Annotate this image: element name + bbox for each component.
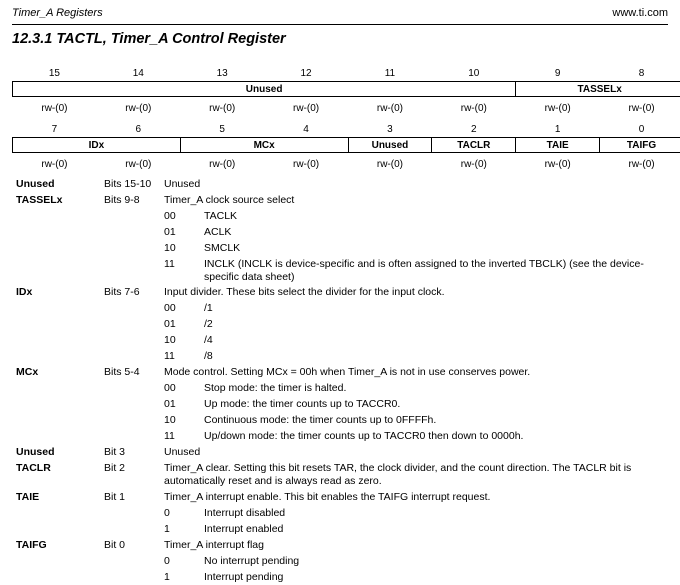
- field-option: [16, 428, 666, 444]
- field-option: [16, 380, 666, 396]
- access-type: rw-(0): [41, 158, 68, 170]
- section-title: 12.3.1 TACTL, Timer_A Control Register: [12, 31, 286, 47]
- option-text: /8: [204, 350, 213, 362]
- option-text: Interrupt disabled: [204, 507, 286, 519]
- register-field: Unused: [348, 138, 432, 153]
- access-type: rw-(0): [41, 102, 68, 114]
- field-name-row: [13, 138, 680, 153]
- field-name-row: [13, 82, 680, 97]
- option-text: Stop mode: the timer is halted.: [204, 382, 347, 394]
- access-type: rw-(0): [628, 102, 655, 114]
- access-type: rw-(0): [293, 158, 320, 170]
- option-code: 0: [164, 507, 170, 519]
- option-text: Interrupt enabled: [204, 523, 284, 535]
- field-bits: Bits 5-4: [104, 366, 140, 378]
- header-divider: [12, 24, 668, 25]
- field-description: Input divider. These bits select the divider for the input clock.: [164, 286, 445, 298]
- option-text: /2: [204, 318, 213, 330]
- register-upper-byte: [12, 66, 680, 115]
- access-type: rw-(0): [460, 102, 487, 114]
- bit-number: 8: [638, 67, 645, 79]
- field-description: Timer_A interrupt flag: [164, 539, 264, 551]
- bit-number: 2: [471, 123, 477, 135]
- field-entry: [16, 537, 666, 553]
- option-code: 10: [164, 242, 176, 254]
- option-text: SMCLK: [204, 242, 241, 254]
- access-type: rw-(0): [293, 102, 320, 114]
- option-code: 01: [164, 318, 176, 330]
- field-entry: [16, 176, 666, 192]
- option-text: /1: [204, 302, 213, 314]
- field-descriptions: [16, 176, 666, 585]
- field-option: [16, 208, 666, 224]
- access-row: [13, 157, 680, 171]
- field-bits: Bits 7-6: [104, 286, 140, 298]
- option-text: TACLK: [204, 210, 238, 222]
- field-option: [16, 348, 666, 364]
- bit-number-row: [13, 66, 680, 80]
- bit-number: 13: [216, 67, 228, 79]
- field-description: Timer_A clear. Setting this bit resets TAR, the clock divider, and the count direction. The TACLR bit is automatically reset and is always read as zero.: [164, 462, 632, 487]
- option-code: 01: [164, 398, 176, 410]
- option-text: Interrupt pending: [204, 571, 284, 583]
- access-row: [13, 101, 680, 115]
- option-text: ACLK: [204, 226, 232, 238]
- register-field: IDx: [13, 138, 181, 153]
- field-name: MCx: [16, 366, 39, 378]
- field-description: Unused: [164, 446, 201, 458]
- option-code: 1: [164, 523, 170, 535]
- field-option: [16, 553, 666, 569]
- access-type: rw-(0): [376, 102, 403, 114]
- field-bits: Bit 2: [104, 462, 126, 474]
- bit-number: 6: [135, 123, 142, 135]
- page-header: [12, 7, 668, 23]
- field-entry: [16, 284, 666, 300]
- field-name: Unused: [16, 178, 55, 190]
- field-option: [16, 300, 666, 316]
- register-field: TACLR: [432, 138, 516, 153]
- field-option: [16, 521, 666, 537]
- field-description: Unused: [164, 178, 201, 190]
- field-option: [16, 569, 666, 585]
- option-code: 11: [164, 430, 175, 442]
- field-option: [16, 316, 666, 332]
- access-type: rw-(0): [209, 102, 236, 114]
- option-code: 1: [164, 571, 170, 583]
- register-field: Unused: [13, 82, 516, 97]
- register-field: TAIE: [516, 138, 600, 153]
- access-type: rw-(0): [544, 102, 571, 114]
- option-code: 10: [164, 334, 176, 346]
- register-lower-byte: [12, 122, 680, 171]
- option-text: /4: [204, 334, 213, 346]
- field-option: [16, 412, 666, 428]
- field-bits: Bit 0: [104, 539, 126, 551]
- bit-number: 10: [468, 67, 480, 79]
- field-bits: Bits 15-10: [104, 178, 152, 190]
- option-code: 11: [164, 258, 175, 270]
- field-name: TAIE: [16, 491, 40, 503]
- bit-number: 4: [303, 123, 309, 135]
- field-bits: Bit 1: [104, 491, 126, 503]
- option-text: INCLK (INCLK is device-specific and is often assigned to the inverted TBCLK) (see the device-specific data sheet): [204, 258, 644, 283]
- header-website: www.ti.com: [612, 7, 668, 19]
- bit-number: 7: [51, 123, 58, 135]
- field-option: [16, 240, 666, 256]
- bit-number: 5: [219, 123, 225, 135]
- field-option: [16, 332, 666, 348]
- access-type: rw-(0): [460, 158, 487, 170]
- field-name: IDx: [16, 286, 33, 298]
- field-entry: [16, 460, 666, 489]
- field-entry: [16, 192, 666, 208]
- field-description: Timer_A clock source select: [164, 194, 295, 206]
- field-name: TASSELx: [16, 194, 63, 206]
- field-description: Mode control. Setting MCx = 00h when Timer_A is not in use conserves power.: [164, 366, 531, 378]
- field-bits: Bits 9-8: [104, 194, 140, 206]
- bit-number: 9: [554, 67, 561, 79]
- option-code: 11: [164, 350, 175, 362]
- option-text: Up/down mode: the timer counts up to TACCR0 then down to 0000h.: [204, 430, 524, 442]
- bit-number-row: [13, 122, 680, 136]
- field-name: TACLR: [16, 462, 51, 474]
- bit-number: 3: [387, 123, 393, 135]
- bit-number: 1: [554, 123, 561, 135]
- header-section-title: Timer_A Registers: [12, 7, 103, 19]
- bit-number: 14: [132, 67, 144, 79]
- access-type: rw-(0): [209, 158, 236, 170]
- option-code: 01: [164, 226, 176, 238]
- field-bits: Bit 3: [104, 446, 126, 458]
- register-field: TASSELx: [516, 82, 680, 97]
- access-type: rw-(0): [125, 158, 152, 170]
- access-type: rw-(0): [628, 158, 655, 170]
- option-code: 0: [164, 555, 170, 567]
- register-field: MCx: [180, 138, 348, 153]
- field-name: Unused: [16, 446, 55, 458]
- access-type: rw-(0): [544, 158, 571, 170]
- field-description: Timer_A interrupt enable. This bit enables the TAIFG interrupt request.: [164, 491, 491, 503]
- bit-number: 12: [300, 67, 312, 79]
- bit-number: 11: [384, 67, 396, 79]
- register-field: TAIFG: [600, 138, 680, 153]
- field-option: [16, 224, 666, 240]
- option-code: 00: [164, 210, 176, 222]
- option-code: 10: [164, 414, 176, 426]
- field-entry: [16, 364, 666, 380]
- option-code: 00: [164, 302, 176, 314]
- option-text: No interrupt pending: [204, 555, 300, 567]
- bit-number: 15: [48, 67, 60, 79]
- access-type: rw-(0): [376, 158, 403, 170]
- bit-number: 0: [638, 123, 645, 135]
- field-option: [16, 256, 666, 284]
- field-name: TAIFG: [16, 539, 47, 551]
- field-entry: [16, 444, 666, 460]
- field-option: [16, 505, 666, 521]
- option-text: Up mode: the timer counts up to TACCR0.: [204, 398, 401, 410]
- option-text: Continuous mode: the timer counts up to 0FFFFh.: [204, 414, 437, 426]
- field-entry: [16, 489, 666, 505]
- access-type: rw-(0): [125, 102, 152, 114]
- field-option: [16, 396, 666, 412]
- option-code: 00: [164, 382, 176, 394]
